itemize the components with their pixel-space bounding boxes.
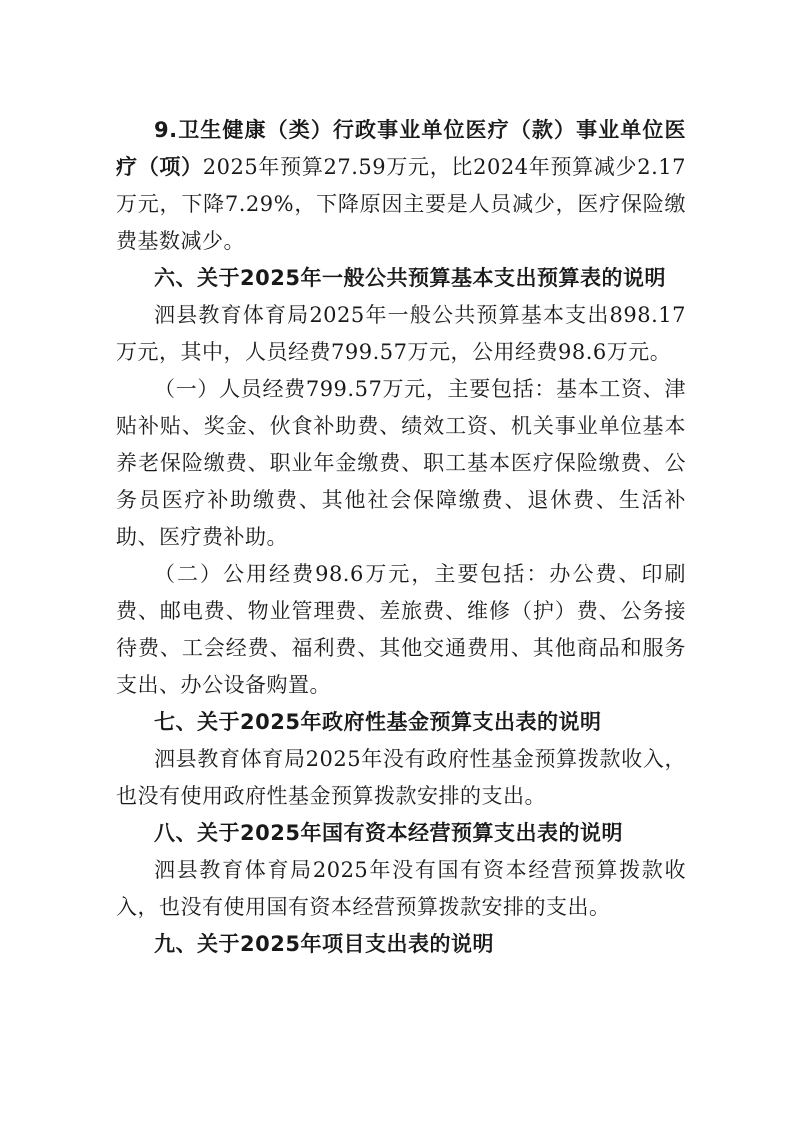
section7-para1: 泗县教育体育局2025年没有政府性基金预算拨款收入，也没有使用政府性基金预算拨款安排的支出。 bbox=[116, 747, 686, 808]
section8-heading: 八、关于2025年国有资本经营预算支出表的说明 bbox=[154, 821, 623, 845]
section6-para2: （一）人员经费799.57万元，主要包括：基本工资、津贴补贴、奖金、伙食补助费、绩效工资、机关事业单位基本养老保险缴费、职业年金缴费、职工基本医疗保险缴费、公务员医疗补助缴费、其他社会保障缴费、退休费、生活补助、医疗费补助。 bbox=[116, 377, 686, 549]
section6-para3: （二）公用经费98.6万元，主要包括：办公费、印刷费、邮电费、物业管理费、差旅费、维修（护）费、公务接待费、工会经费、福利费、其他交通费用、其他商品和服务支出、办公设备购置。 bbox=[116, 562, 686, 697]
section8-para1: 泗县教育体育局2025年没有国有资本经营预算拨款收入，也没有使用国有资本经营预算拨款安排的支出。 bbox=[116, 858, 686, 919]
section9-heading: 九、关于2025年项目支出表的说明 bbox=[154, 932, 494, 956]
section7-heading: 七、关于2025年政府性基金预算支出表的说明 bbox=[154, 710, 602, 734]
section6-para1: 泗县教育体育局2025年一般公共预算基本支出898.17万元，其中，人员经费799.57万元，公用经费98.6万元。 bbox=[116, 303, 686, 364]
section6-heading: 六、关于2025年一般公共预算基本支出预算表的说明 bbox=[154, 266, 666, 290]
item9-text: 2025年预算27.59万元，比2024年预算减少2.17万元，下降7.29%，下降原因主要是人员减少，医疗保险缴费基数减少。 bbox=[116, 155, 687, 253]
item9-lead: 9.卫生健康（类）行政事业单位医疗（款）事业单位医疗（项） bbox=[116, 118, 686, 179]
item9-paragraph bbox=[116, 112, 686, 260]
